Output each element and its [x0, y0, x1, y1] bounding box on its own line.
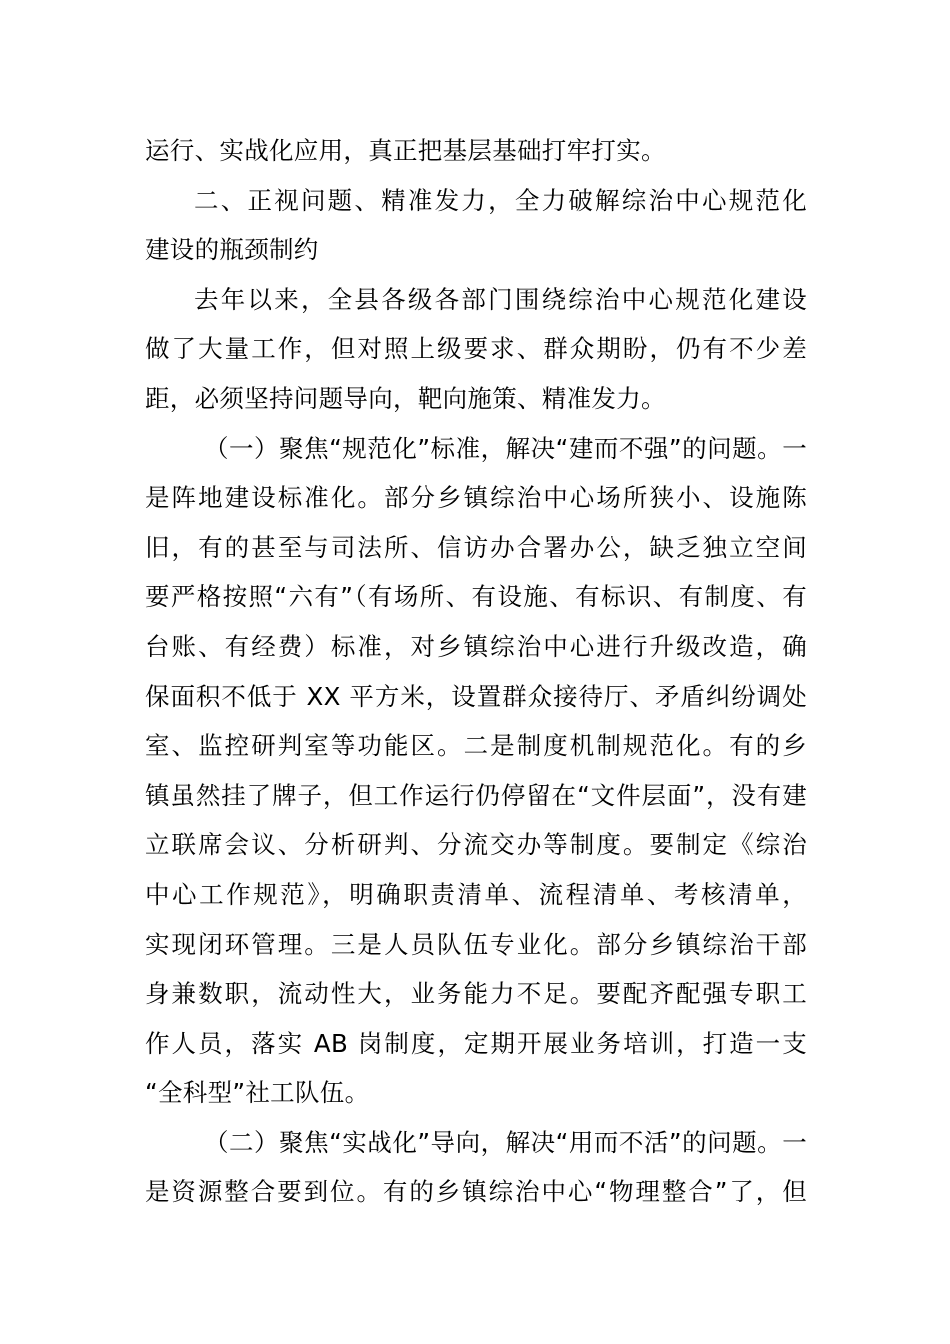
text-line: 运行、实战化应用，真正把基层基础打牢打实。: [145, 136, 666, 165]
text-line: 身兼数职，流动性大，业务能力不足。要配齐配强专职工: [145, 979, 807, 1009]
text-line: 是阵地建设标准化。部分乡镇综治中心场所狭小、设施陈: [145, 483, 807, 513]
document-body: [145, 126, 807, 1217]
text-line: 去年以来，全县各级各部门围绕综治中心规范化建设: [194, 284, 807, 314]
text-line: 台账、有经费）标准，对乡镇综治中心进行升级改造，确: [145, 631, 807, 661]
text-line: 中心工作规范》，明确职责清单、流程清单、考核清单，: [145, 879, 807, 909]
text-line: 保面积不低于 XX 平方米，设置群众接待厅、矛盾纠纷调处: [145, 681, 807, 711]
text-line: 镇虽然挂了牌子，但工作运行仍停留在“文件层面”，没有建: [145, 780, 807, 810]
text-line: 旧，有的甚至与司法所、信访办合署办公，缺乏独立空间: [145, 532, 807, 562]
text-line: 要严格按照“六有”（有场所、有设施、有标识、有制度、有: [145, 582, 807, 612]
text-line: 做了大量工作，但对照上级要求、群众期盼，仍有不少差: [145, 334, 807, 364]
subsection-line: （二）聚焦“实战化”导向，解决“用而不活”的问题。一: [204, 1127, 807, 1157]
text-line: 室、监控研判室等功能区。二是制度机制规范化。有的乡: [145, 731, 807, 761]
text-line: 实现闭环管理。三是人员队伍专业化。部分乡镇综治干部: [145, 929, 807, 959]
section-heading: 二、正视问题、精准发力，全力破解综治中心规范化: [194, 185, 807, 215]
text-line: “全科型”社工队伍。: [145, 1078, 370, 1108]
section-heading-cont: 建设的瓶颈制约: [145, 235, 319, 265]
text-line: 立联席会议、分析研判、分流交办等制度。要制定《综治: [145, 830, 807, 860]
subsection-line: （一）聚焦“规范化”标准，解决“建而不强”的问题。一: [204, 433, 807, 463]
text-line: 距，必须坚持问题导向，靶向施策、精准发力。: [145, 383, 666, 413]
text-line: 作人员，落实 AB 岗制度，定期开展业务培训，打造一支: [145, 1028, 807, 1058]
text-line: 是资源整合要到位。有的乡镇综治中心“物理整合”了，但: [145, 1177, 807, 1207]
